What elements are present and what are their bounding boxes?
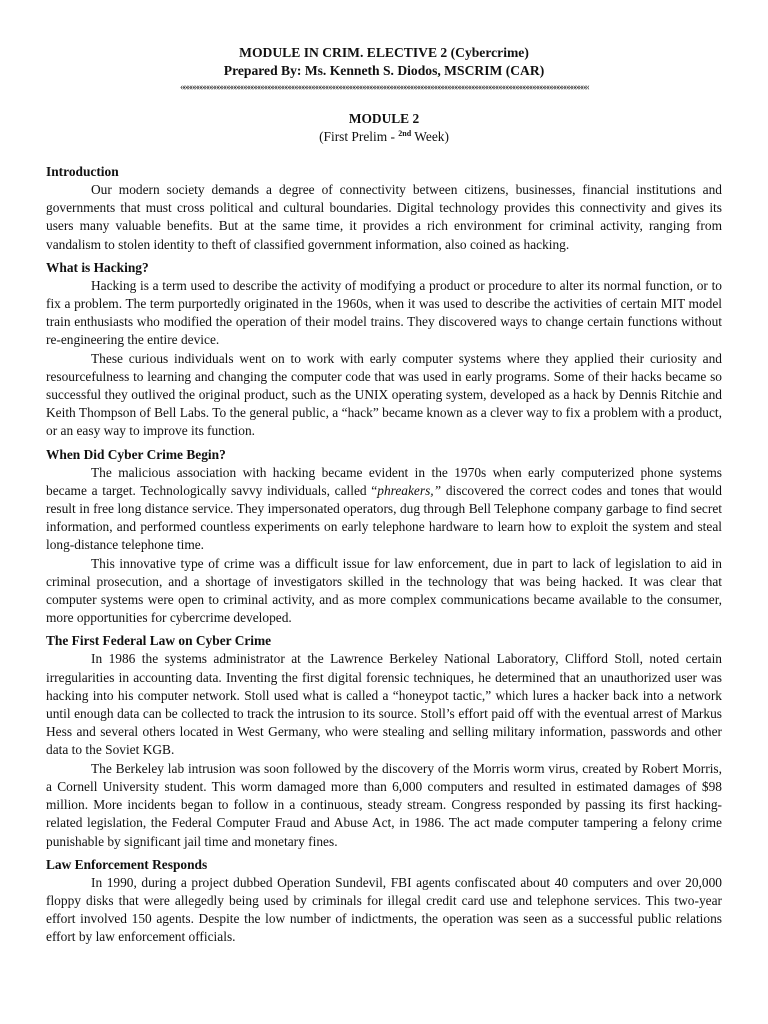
- phreakers-term: phreakers,”: [377, 482, 442, 498]
- begin-paragraph-1-part-b: discovered the correct codes and tones that would result in free long distance service. They impersonated operators, dug through Bell Telephone company garbage to find secret information, and performed countless experiments on early telephone hardware to learn how to exploit the system and steal long-distance telephone time.: [46, 482, 722, 553]
- hacking-paragraph-2: These curious individuals went on to work with early computer systems where they applied their curiosity and resourcefulness to learning and changing the computer code that was used in early programs. Some of their hacks became so successful they outlived the original product, such as the UNIX operating system, developed as a hack by Dennis Ritchie and Keith Thompson of Bell Labs. To the general public, a “hack” became known as a clever way to fix a problem with a product, or an easy way to improve its function.: [46, 350, 722, 439]
- law-enforcement-paragraph: In 1990, during a project dubbed Operation Sundevil, FBI agents confiscated about 40 computers and over 20,000 floppy disks that were allegedly being used by criminals for illegal credit card use and telephone services. This two-year effort involved 150 agents. Despite the low number of indictments, the operation was seen as a successful public relations effort by law enforcement officials.: [46, 874, 722, 945]
- heading-what-is-hacking: What is Hacking?: [46, 259, 149, 275]
- module-title: MODULE 2: [348, 111, 420, 126]
- hacking-paragraph-1: Hacking is a term used to describe the activity of modifying a product or procedure to alter its normal function, or to fix a problem. The term purportedly originated in the 1960s, when it was used to describe the activities of certain MIT model train enthusiasts who modified the operation of their model trains. They discovered ways to change certain functions without re-engineering the entire device.: [46, 277, 722, 348]
- module-subtitle-superscript: 2nd: [398, 129, 412, 138]
- heading-first-federal-law: The First Federal Law on Cyber Crime: [46, 633, 272, 649]
- introduction-paragraph: Our modern society demands a degree of connectivity between citizens, businesses, financial institutions and governments that must cross political and cultural boundaries. Digital technology provides this connectivity and gives its users many valuable benefits. But at the same time, it provides a rich environment for criminal activity, ranging from vandalism to stolen identity to theft of classified government information, also coined as hacking.: [46, 182, 722, 252]
- module-subtitle: [46, 128, 722, 146]
- heading-introduction: Introduction: [46, 164, 119, 179]
- decorative-divider: ««««««««««««««««««««««««««««««««««««««««««««««««««««««««««««««««««««««««««««««««««««««««««««««««««««««««««««««««««««««««: [179, 83, 588, 93]
- begin-paragraph-1-part-a: The malicious association with hacking became evident in the 1970s when early computerized phone systems became a target. Technologically savvy individuals, called “: [46, 464, 722, 498]
- federal-paragraph-1: In 1986 the systems administrator at the Lawrence Berkeley National Laboratory, Clifford Stoll, noted certain irregularities in accounting data. Inventing the first digital forensic techniques, he determined that an unauthorized user was hacking into his computer network. Stoll used what is called a “honeypot tactic,” which lures a hacker back into a network until enough data can be collected to track the intrusion to its source. Stoll’s effort paid off with the eventual arrest of Markus Hess and several others located in West Germany, who were stealing and selling military information, passwords and other data to the Soviet KGB.: [46, 651, 722, 758]
- begin-paragraph-2: This innovative type of crime was a difficult issue for law enforcement, due in part to lack of legislation to aid in criminal prosecution, and a shortage of investigators skilled in the technology that was being hacked. It was clear that computer systems were open to criminal activity, and as more complex communications became available to the consumer, more opportunities for cybercrime developed.: [46, 555, 722, 626]
- federal-paragraph-2: The Berkeley lab intrusion was soon followed by the discovery of the Morris worm virus, created by Robert Morris, a Cornell University student. This worm damaged more than 6,000 computers and resulted in estimated damages of $98 million. More incidents began to follow in a continuous, steady stream. Congress responded by passing its first hacking-related legislation, the Federal Computer Fraud and Abuse Act, in 1986. The act made computer tampering a felony crime punishable by significant jail time and monetary fines.: [46, 760, 722, 849]
- module-subtitle-prefix: (First Prelim -: [319, 129, 399, 144]
- heading-when-did-cyber-crime-begin: When Did Cyber Crime Begin?: [46, 446, 226, 462]
- document-header-title: MODULE IN CRIM. ELECTIVE 2 (Cybercrime): [239, 45, 529, 60]
- heading-law-enforcement-responds: Law Enforcement Responds: [46, 856, 208, 872]
- module-subtitle-suffix: Week): [411, 129, 449, 144]
- document-header-author: Prepared By: Ms. Kenneth S. Diodos, MSCRIM (CAR): [223, 63, 545, 78]
- begin-paragraph-1: [46, 464, 722, 555]
